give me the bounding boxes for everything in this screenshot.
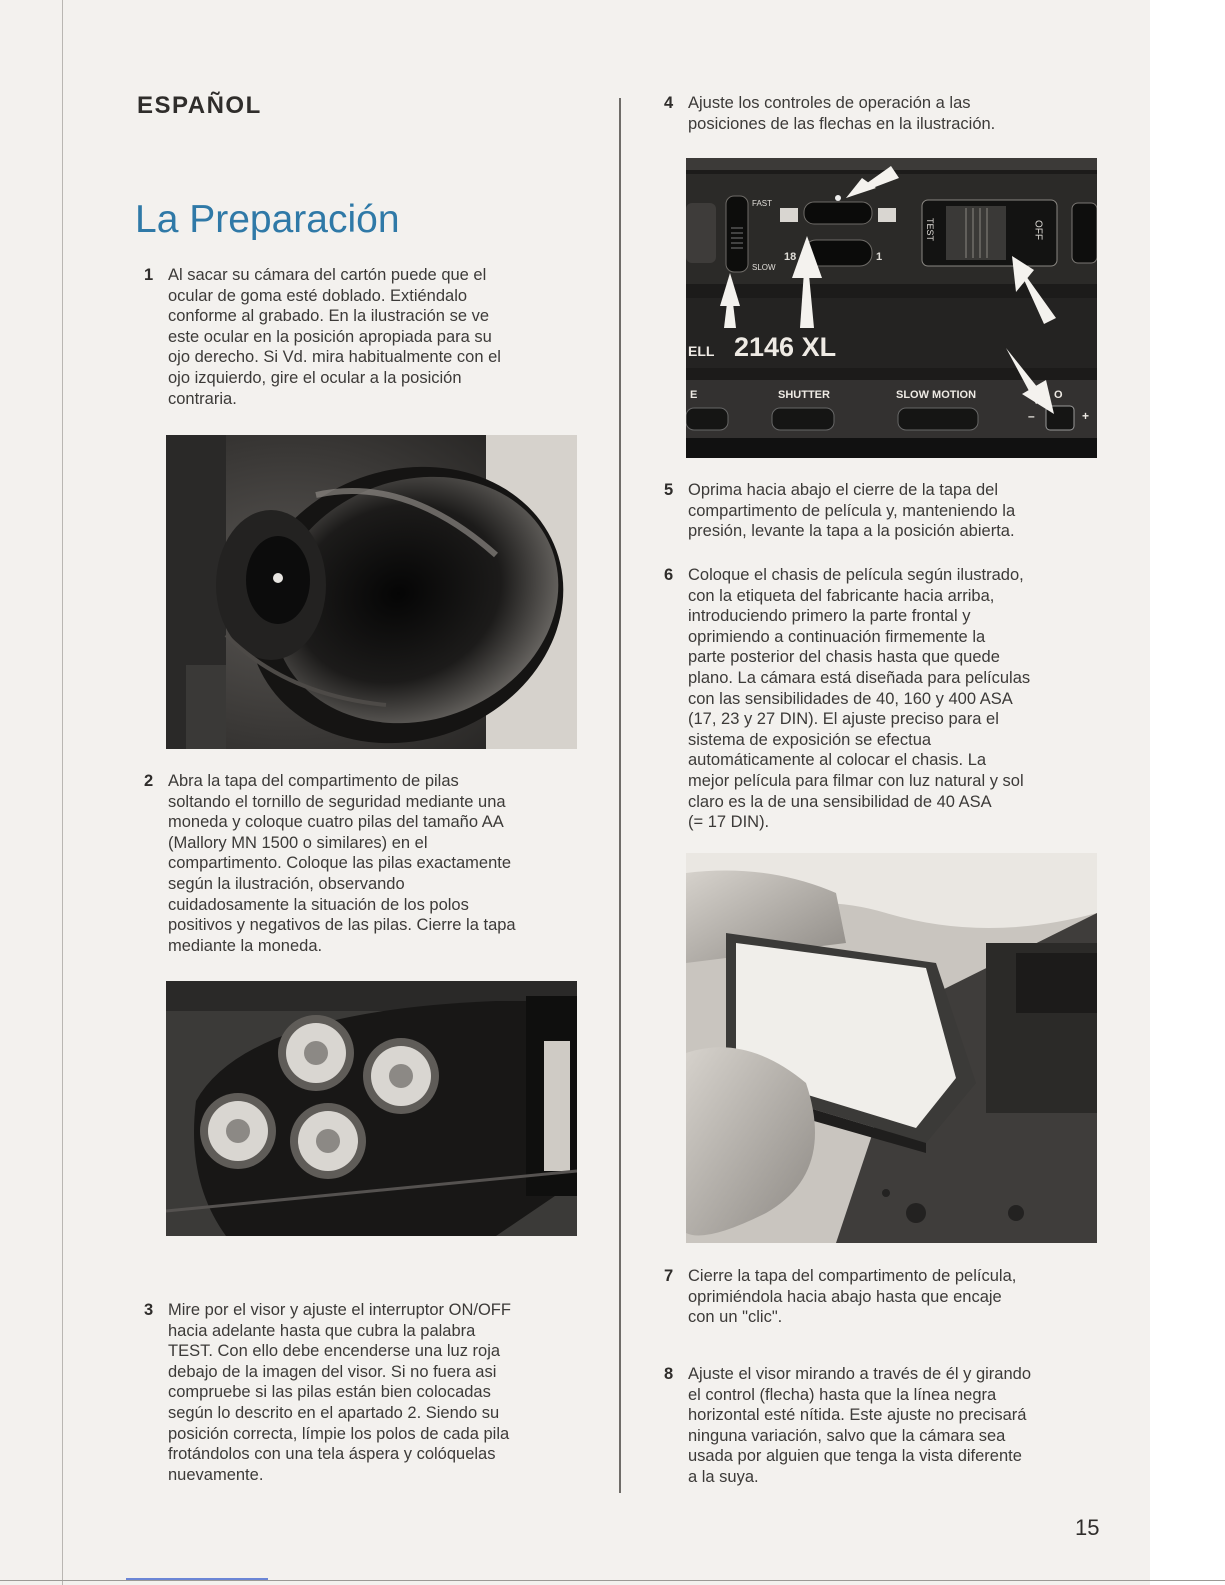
step-number: 1 xyxy=(144,266,154,284)
label-e: E xyxy=(690,389,698,401)
bottom-accent-line xyxy=(126,1578,268,1580)
step-number: 7 xyxy=(664,1267,674,1285)
step-number: 3 xyxy=(144,1301,154,1319)
label-fast: FAST xyxy=(752,199,773,208)
step-text: Abra la tapa del compartimento de pilas soltando el tornillo de seguridad mediante una moneda y coloque cuatro pilas del tamaño AA (Mallory MN 1500 o similares) en el compartimento. Coloque las pilas exactamente según la ilustración, observando cuidadosamente la situación de los polos positivos y negativos de las pilas. Cierre la tapa mediante la moneda. xyxy=(168,772,516,955)
label-o: O xyxy=(1054,389,1063,401)
label-fps-1: 1 xyxy=(876,251,883,263)
model-prefix: ELL xyxy=(688,343,715,359)
step-1 xyxy=(144,265,588,409)
step-text: Al sacar su cámara del cartón puede que el ocular de goma esté doblado. Extiéndalo conforme al grabado. En la ilustración se ve este ocular en la posición apropiada para su ojo derecho. Si Vd. mira habitualmente con el ojo izquierdo, gire el ocular a la posición contraria. xyxy=(168,266,501,408)
battery-illustration xyxy=(166,981,577,1236)
film-cartridge-illustration xyxy=(686,853,1097,1243)
step-text: Mire por el visor y ajuste el interruptor ON/OFF hacia adelante hasta que cubra la palabra TEST. Con ello debe encenderse una luz roja debajo de la imagen del visor. Si no fuera asi compruebe si las pilas están bien colocadas según lo descrito en el apartado 2. Siendo su posición correcta, límpie los polos de cada pila frotándolos con una tela áspera y colóquelas nuevamente. xyxy=(168,1301,511,1484)
label-minus: – xyxy=(1028,409,1035,423)
bottom-rule xyxy=(0,1580,1225,1581)
step-text: Oprima hacia abajo el cierre de la tapa del compartimento de película y, manteniendo la presión, levante la tapa a la posición abierta. xyxy=(688,481,1016,541)
eyepiece-illustration xyxy=(166,435,577,749)
page-margin-white xyxy=(1150,0,1225,1585)
step-text: Ajuste los controles de operación a las posiciones de las flechas en la ilustración. xyxy=(688,94,996,133)
control-panel-illustration xyxy=(686,158,1097,458)
step-7 xyxy=(664,1266,1108,1328)
label-fps-18: 18 xyxy=(784,251,797,263)
control-panel-photo xyxy=(686,158,1097,458)
label-plus: + xyxy=(1082,409,1090,423)
label-slow: SLOW xyxy=(752,263,776,272)
film-cartridge-photo xyxy=(686,853,1097,1243)
language-heading: ESPAÑOL xyxy=(137,92,262,119)
section-title: La Preparación xyxy=(135,198,400,241)
label-shutter: SHUTTER xyxy=(778,389,830,401)
eyepiece-photo xyxy=(166,435,577,749)
step-2 xyxy=(144,771,598,956)
step-number: 6 xyxy=(664,566,674,584)
column-divider xyxy=(619,98,621,1493)
step-4 xyxy=(664,93,1108,134)
step-3 xyxy=(144,1300,598,1485)
step-number: 5 xyxy=(664,481,674,499)
step-text: Ajuste el visor mirando a través de él y girando el control (flecha) hasta que la línea negra horizontal esté nítida. Este ajuste no precisará ninguna variación, salvo que la cámara sea usada por alguien que tenga la vista diferente a la suya. xyxy=(688,1365,1032,1486)
step-6 xyxy=(664,565,1118,833)
label-test: TEST xyxy=(925,218,935,242)
step-number: 8 xyxy=(664,1365,674,1383)
page-number: 15 xyxy=(1075,1515,1100,1540)
step-text: Coloque el chasis de película según ilustrado, con la etiqueta del fabricante hacia arriba, introduciendo primero la parte frontal y oprimiendo a continuación firmemente la parte posterior del chasis hasta que quede plano. La cámara está diseñada para películas con las sensibilidades de 40, 160 y 400 ASA (17, 23 y 27 DIN). El ajuste preciso para el sistema de exposición se efectua automáticamente al colocar el chasis. La mejor película para filmar con luz natural y sol claro es la de una sensibilidad de 40 ASA (= 17 DIN). xyxy=(688,566,1031,832)
step-number: 4 xyxy=(664,94,674,112)
label-slow-motion: SLOW MOTION xyxy=(896,389,977,401)
step-number: 2 xyxy=(144,772,154,790)
label-off: OFF xyxy=(1032,220,1044,240)
battery-compartment-photo xyxy=(166,981,577,1236)
step-8 xyxy=(664,1364,1118,1488)
step-text: Cierre la tapa del compartimento de película, oprimiéndola hacia abajo hasta que encaje con un "clic". xyxy=(688,1267,1017,1327)
model-name: 2146 XL xyxy=(734,332,837,362)
page-edge xyxy=(62,0,63,1585)
step-5 xyxy=(664,480,1108,542)
